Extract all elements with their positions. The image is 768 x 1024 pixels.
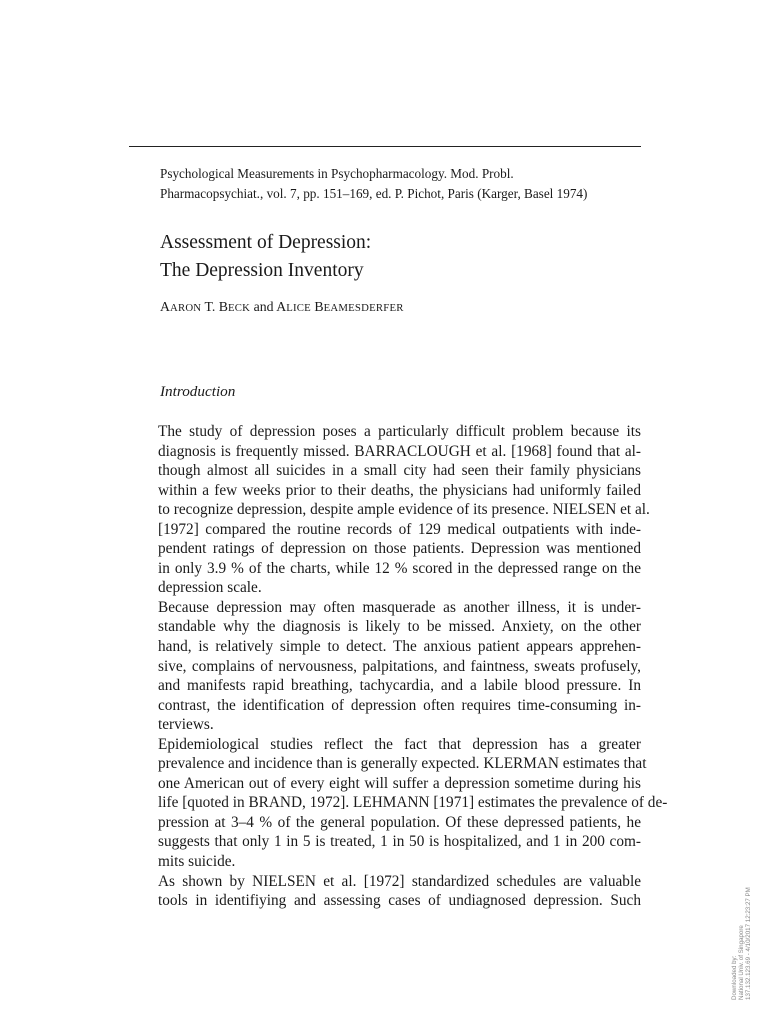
p2-line: and manifests rapid breathing, tachycardia, and a labile blood pressure. In [158,677,641,695]
p4-line: As shown by NIELSEN et al. [1972] standardized schedules are valuable [158,872,641,890]
header-rule [129,146,641,147]
p3-line: Epidemiological studies reflect the fact that depression has a greater [158,735,641,753]
author-1-middle: T. B [201,299,229,314]
p1-line: in only 3.9 % of the charts, while 12 % scored in the depressed range on the [158,559,641,577]
author-1-initial: A [160,299,170,314]
title-line-1: Assessment of Depression: [160,232,372,253]
p2-line: terviews. [158,716,214,734]
watermark-line-3: 137.132.123.69 - 4/10/2017 12:23:27 PM [745,887,752,1000]
author-2-middle: B [310,299,324,314]
p1-line: depression scale. [158,579,262,597]
author-2-surname: EAMESDERFER [323,302,404,314]
p3-line: suggests that only 1 in 5 is treated, 1 in 50 is hospitalized, and 1 in 200 com- [158,833,641,851]
p2-line: sive, complains of nervousness, palpitations, and faintness, sweats profusely, [158,657,641,675]
watermark-line-2: National Univ. of Singapore [738,925,745,1000]
download-watermark [731,887,752,1000]
author-1-surname: ECK [228,302,251,314]
paragraph-1 [129,422,650,598]
p1-line: though almost all suicides in a small city had seen their family physicians [158,462,641,480]
author-2-first-name: LICE [286,302,311,314]
watermark-line-1: Downloaded by: [731,955,738,1000]
p2-line: hand, is relatively simple to detect. The anxious patient appears apprehen- [158,638,641,656]
citation-line-2: Pharmacopsychiat., vol. 7, pp. 151–169, ed. P. Pichot, Paris (Karger, Basel 1974) [160,185,588,201]
title-line-2: The Depression Inventory [160,260,364,281]
citation-line-1: Psychological Measurements in Psychopharmacology. Mod. Probl. [160,166,514,181]
p1-line: within a few weeks prior to their deaths, the physicians had uniformly failed [158,481,641,499]
article-title [160,229,640,285]
paragraph-2 [129,598,641,735]
authors-and: and [250,299,277,314]
paragraph-4 [129,872,641,911]
p3-line: pression at 3–4 % of the general population. Of these depressed patients, he [158,813,641,831]
p1-line: pendent ratings of depression on those patients. Depression was mentioned [158,540,641,558]
citation-block [160,164,660,203]
p3-line: life [quoted in BRAND, 1972]. LEHMANN [1971] estimates the prevalence of de- [158,794,668,812]
p3-line: mits suicide. [158,853,236,871]
author-line [160,297,404,318]
paragraph-3 [129,735,668,872]
section-heading-introduction: Introduction [160,383,236,400]
p3-line: one American out of every eight will suffer a depression sometime during his [158,774,641,792]
p1-line: The study of depression poses a particularly difficult problem because its [158,423,641,440]
p3-line: prevalence and incidence than is generally expected. KLERMAN estimates that [158,755,647,773]
p1-line: diagnosis is frequently missed. BARRACLOUGH et al. [1968] found that al- [158,442,641,460]
p4-line: tools in identifiying and assessing cases of undiagnosed depression. Such [158,892,641,910]
p2-line: standable why the diagnosis is likely to be missed. Anxiety, on the other [158,618,641,636]
author-1-first-name: ARON [169,302,202,314]
p1-line: [1972] compared the routine records of 129 medical outpatients with inde- [158,520,641,538]
p1-line: to recognize depression, despite ample evidence of its presence. NIELSEN et al. [158,501,650,519]
body-text [129,422,668,911]
author-2-initial: A [276,299,287,314]
p2-line: Because depression may often masquerade as another illness, it is under- [158,598,641,616]
p2-line: contrast, the identification of depression often requires time-consuming in- [158,696,641,714]
